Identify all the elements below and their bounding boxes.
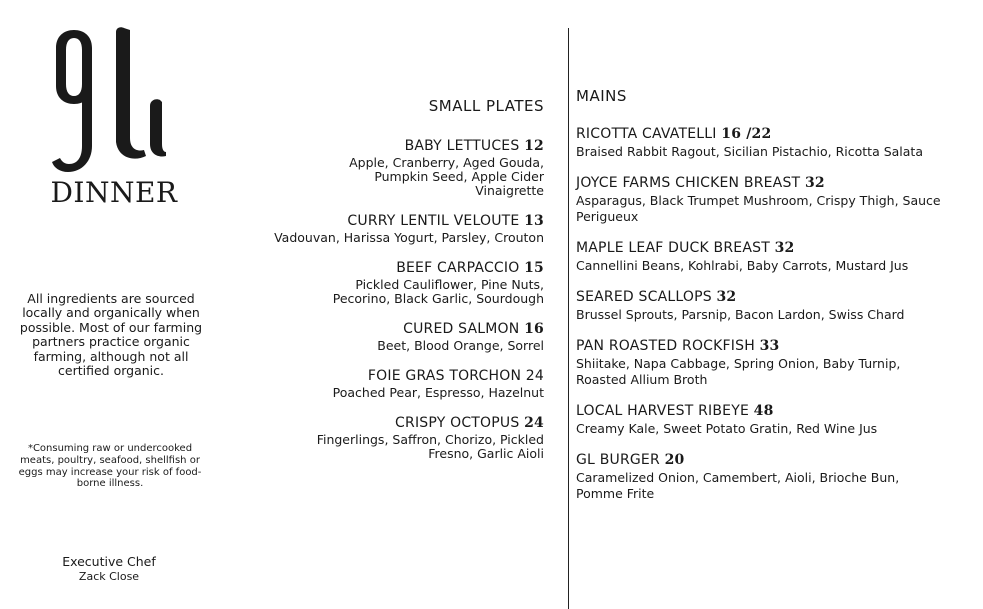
menu-item: [234, 367, 544, 400]
section-title: MAINS: [576, 87, 627, 105]
item-price: 24: [525, 368, 544, 384]
item-name: RICOTTA CAVATELLI: [576, 126, 717, 142]
item-description: Fingerlings, Saffron, Chorizo, Pickled Fresno, Garlic Aioli: [316, 432, 544, 461]
item-name: CURRY LENTIL VELOUTE: [347, 213, 520, 229]
item-price: 20: [664, 452, 685, 468]
menu-item: [576, 174, 976, 225]
menu-item: [234, 137, 544, 198]
item-price: 15: [524, 260, 544, 276]
menu-item: [576, 337, 976, 388]
item-price: 16 /22: [721, 126, 772, 142]
menu-item: [576, 402, 976, 437]
menu-item: [576, 288, 976, 323]
item-name: BEEF CARPACCIO: [396, 260, 520, 276]
item-price: 12: [524, 138, 544, 154]
item-description: Braised Rabbit Ragout, Sicilian Pistachio, Ricotta Salata: [576, 144, 923, 159]
item-name: LOCAL HARVEST RIBEYE: [576, 403, 750, 419]
item-description: Apple, Cranberry, Aged Gouda, Pumpkin Seed, Apple Cider Vinaigrette: [349, 155, 544, 198]
small-plates-section: [234, 96, 544, 475]
menu-item: [234, 212, 544, 245]
item-name: FOIE GRAS TORCHON: [367, 368, 522, 384]
item-name: GL BURGER: [576, 452, 660, 468]
item-price: 24: [524, 415, 544, 431]
column-divider: [568, 28, 569, 609]
item-description: Creamy Kale, Sweet Potato Gratin, Red Wine Jus: [576, 421, 878, 436]
item-name: JOYCE FARMS CHICKEN BREAST: [576, 175, 801, 191]
item-description: Vadouvan, Harissa Yogurt, Parsley, Crouton: [274, 230, 544, 245]
item-description: Asparagus, Black Trumpet Mushroom, Crispy Thigh, Sauce Perigueux: [576, 193, 941, 224]
item-price: 48: [753, 403, 774, 419]
chef-title: Executive Chef: [62, 554, 156, 569]
menu-item: [234, 259, 544, 306]
menu-item: [234, 320, 544, 353]
item-description: Pickled Cauliflower, Pine Nuts, Pecorino, Black Garlic, Sourdough: [332, 277, 544, 306]
section-title: SMALL PLATES: [428, 97, 544, 115]
item-description: Poached Pear, Espresso, Hazelnut: [332, 385, 544, 400]
item-name: CURED SALMON: [403, 321, 520, 337]
menu-item: [576, 125, 976, 160]
item-description: Cannellini Beans, Kohlrabi, Baby Carrots, Mustard Jus: [576, 258, 909, 273]
item-price: 16: [524, 321, 544, 337]
item-description: Beet, Blood Orange, Sorrel: [377, 338, 544, 353]
menu-item: [576, 239, 976, 274]
item-name: MAPLE LEAF DUCK BREAST: [576, 240, 770, 256]
food-safety-disclaimer: *Consuming raw or undercooked meats, poultry, seafood, shellfish or eggs may increase your risk of food-borne illness.: [18, 443, 202, 490]
gl-logo: [50, 26, 168, 176]
item-name: PAN ROASTED ROCKFISH: [576, 338, 755, 354]
item-name: SEARED SCALLOPS: [576, 289, 712, 305]
item-price: 32: [716, 289, 737, 305]
item-price: 33: [759, 338, 780, 354]
item-price: 32: [774, 240, 795, 256]
menu-item: [576, 451, 976, 502]
sourcing-note: All ingredients are sourced locally and organically when possible. Most of our farming partners practice organic farming, although not all certified organic.: [19, 291, 203, 379]
item-name: CRISPY OCTOPUS: [395, 415, 520, 431]
item-price: 32: [804, 175, 825, 191]
item-description: Caramelized Onion, Camembert, Aioli, Brioche Bun, Pomme Frite: [576, 470, 900, 501]
menu-title: DINNER: [50, 176, 178, 209]
chef-name: Zack Close: [78, 570, 140, 583]
mains-section: [576, 86, 976, 516]
menu-item: [234, 414, 544, 461]
item-description: Brussel Sprouts, Parsnip, Bacon Lardon, Swiss Chard: [576, 307, 905, 322]
item-description: Shiitake, Napa Cabbage, Spring Onion, Baby Turnip, Roasted Allium Broth: [576, 356, 901, 387]
item-price: 13: [524, 213, 544, 229]
item-name: BABY LETTUCES: [404, 138, 520, 154]
